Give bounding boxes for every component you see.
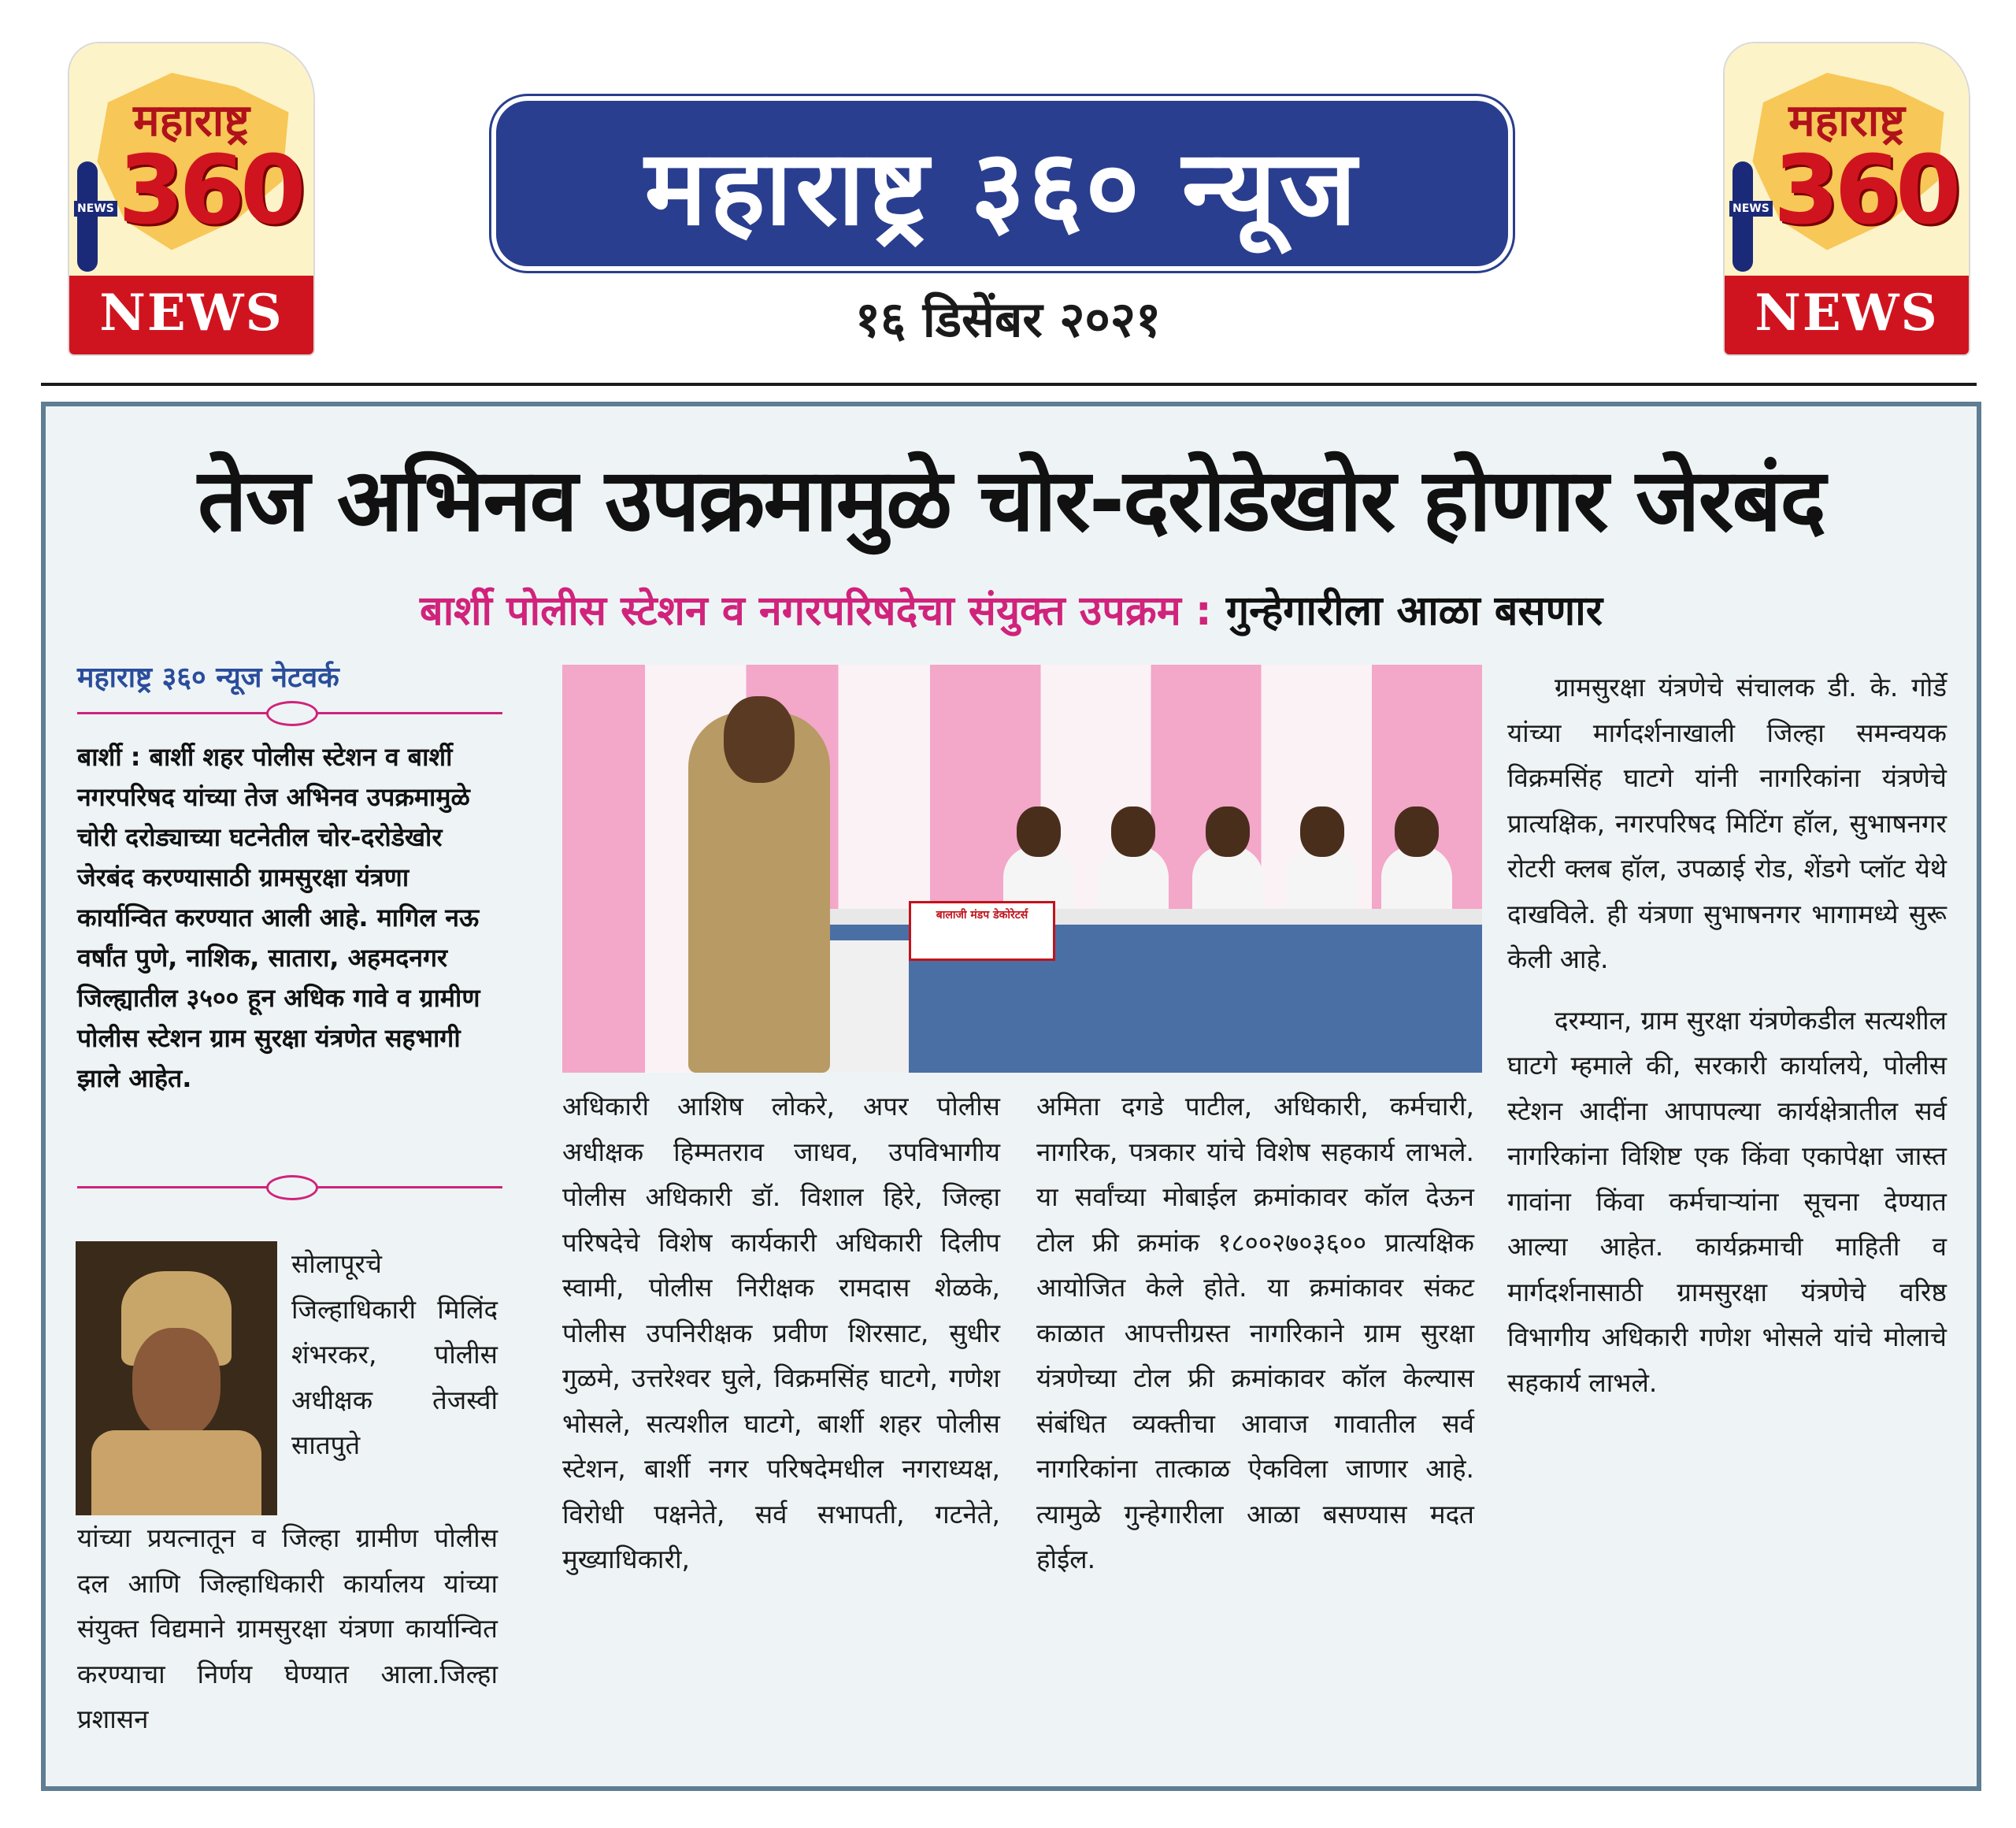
article-lead: बार्शी : बार्शी शहर पोलीस स्टेशन व बार्शी नगरपरिषद यांच्या तेज अभिनव उपक्रमामुळे चोरी दरोड्याच्या घटनेतील चोर-दरोडेखोर जेरबंद करण्यासाठी ग्रामसुरक्षा यंत्रणा कार्यान्वित करण्यात आली आहे. मागिल नऊ वर्षांत पुणे, नाशिक, सातारा, अहमदनगर जिल्ह्यातील ३५०० हून अधिक गावे व ग्रामीण पोलीस स्टेशन ग्राम सुरक्षा यंत्रणेत सहभागी झाले आहेत. bbox=[77, 742, 480, 1093]
col1-beside-photo: सोलापूरचे जिल्हाधिकारी मिलिंद शंभरकर, पोलीस अधीक्षक तेजस्वी सातपुते bbox=[291, 1248, 498, 1460]
officer-portrait bbox=[76, 1241, 277, 1515]
masthead-banner bbox=[496, 101, 1508, 266]
logo-right bbox=[1725, 43, 1969, 354]
col3-text: अमिता दगडे पाटील, अधिकारी, कर्मचारी, नागरिक, पत्रकार यांचे विशेष सहकार्य लाभले. या सर्वांच्या मोबाईल क्रमांकावर कॉल देऊन टोल फ्री क्रमांक १८००२७०३६०० प्रात्यक्षिक आयोजित केले होते. या क्रमांकावर संकट काळात आपत्तीग्रस्त नागरिकाने ग्राम सुरक्षा यंत्रणेच्या टोल फ्री क्रमांकावर कॉल केल्यास संबंधित व्यक्तीचा आवाज गावातील सर्व नागरिकांना तात्काळ ऐकविला जाणार आहे. त्यामुळे गुन्हेगारीला आळा बसण्यास मदत होईल. bbox=[1036, 1091, 1474, 1574]
event-photo bbox=[562, 665, 1482, 1073]
article-subhead bbox=[46, 581, 1977, 637]
article-headline: तेज अभिनव उपक्रमामुळे चोर-दरोडेखोर होणार जेरबंद bbox=[198, 450, 1825, 551]
banner-sign: बालाजी मंडप डेकोरेटर्स bbox=[909, 901, 1055, 961]
subhead-part2: गुन्हेगारीला आळा बसणार bbox=[1225, 588, 1603, 635]
logo-mic-tag: NEWS bbox=[1729, 201, 1773, 217]
col2-text: अधिकारी आशिष लोकरे, अपर पोलीस अधीक्षक हिम्मतराव जाधव, उपविभागीय पोलीस अधिकारी डॉ. विशाल हिरे, जिल्हा परिषदेचे विशेष कार्यकारी अधिकारी दिलीप स्वामी, पोलीस निरीक्षक रामदास शेळके, पोलीस उपनिरीक्षक प्रवीण शिरसाट, सुधीर गुळमे, उत्तरेश्वर घुले, विक्रमसिंह घाटगे, गणेश भोसले, सत्यशील घाटगे, बार्शी शहर पोलीस स्टेशन, बार्शी नगर परिषदेमधील नगराध्यक्ष, विरोधी पक्षनेते, सर्व सभापती, गटनेते, मुख्याधिकारी, bbox=[562, 1091, 1000, 1574]
issue-date: १६ डिसेंबर २०२१ bbox=[854, 291, 1162, 348]
byline: महाराष्ट्र ३६० न्यूज नेटवर्क bbox=[77, 662, 339, 694]
subhead-part1: बार्शी पोलीस स्टेशन व नगरपरिषदेचा संयुक्त उपक्रम : bbox=[420, 588, 1212, 635]
col1-below-photo: यांच्या प्रयत्नातून व जिल्हा ग्रामीण पोलीस दल आणि जिल्हाधिकारी कार्यालय यांच्या संयुक्त विद्यमाने ग्रामसुरक्षा यंत्रणा कार्यान्वित करण्याचा निर्णय घेण्यात आला.जिल्हा प्रशासन bbox=[77, 1522, 498, 1734]
divider-bottom bbox=[77, 1186, 502, 1188]
logo-number: 360 bbox=[1773, 136, 1957, 246]
logo-left bbox=[69, 43, 313, 354]
col4-paragraph-2: दरम्यान, ग्राम सुरक्षा यंत्रणेकडील सत्यशील घाटगे म्हमाले की, सरकारी कार्यालये, पोलीस स्टेशन आदींना आपापल्या कार्यक्षेत्रातील सर्व नागरिकांना विशिष्ट एक किंवा एकापेक्षा जास्त गावांना किंवा कर्मचाऱ्यांना सूचना देण्यात आल्या आहेत. कार्यक्रमाची माहिती व मार्गदर्शनासाठी ग्रामसुरक्षा यंत्रणेचे वरिष्ठ विभागीय अधिकारी गणेश भोसले यांचे मोलाचे सहकार्य लाभले. bbox=[1507, 1004, 1947, 1398]
logo-news: NEWS bbox=[1755, 284, 1939, 343]
microphone-icon bbox=[1732, 161, 1753, 272]
logo-mic-tag: NEWS bbox=[74, 201, 117, 217]
masthead-rule bbox=[41, 383, 1977, 386]
divider-top bbox=[77, 712, 502, 714]
logo-number: 360 bbox=[118, 136, 302, 246]
logo-title: महाराष्ट्र bbox=[1788, 95, 1905, 146]
microphone-icon bbox=[77, 161, 98, 272]
logo-news: NEWS bbox=[99, 284, 284, 343]
col4-paragraph-1: ग्रामसुरक्षा यंत्रणेचे संचालक डी. के. गोर्डे यांच्या मार्गदर्शनाखाली जिल्हा समन्वयक विक्रमसिंह घाटगे यांनी नागरिकांना यंत्रणेचे प्रात्यक्षिक, नगरपरिषद मिटिंग हॉल, सुभाषनगर रोटरी क्लब हॉल, उपळाई रोड, शेंडगे प्लॉट येथे दाखविले. ही यंत्रणा सुभाषनगर भागामध्ये सुरू केली आहे. bbox=[1507, 672, 1947, 974]
masthead-title: महाराष्ट्र ३६० न्यूज bbox=[644, 128, 1360, 249]
logo-title: महाराष्ट्र bbox=[133, 95, 250, 146]
col4-text bbox=[1507, 665, 1947, 1405]
article-frame bbox=[41, 402, 1981, 1791]
